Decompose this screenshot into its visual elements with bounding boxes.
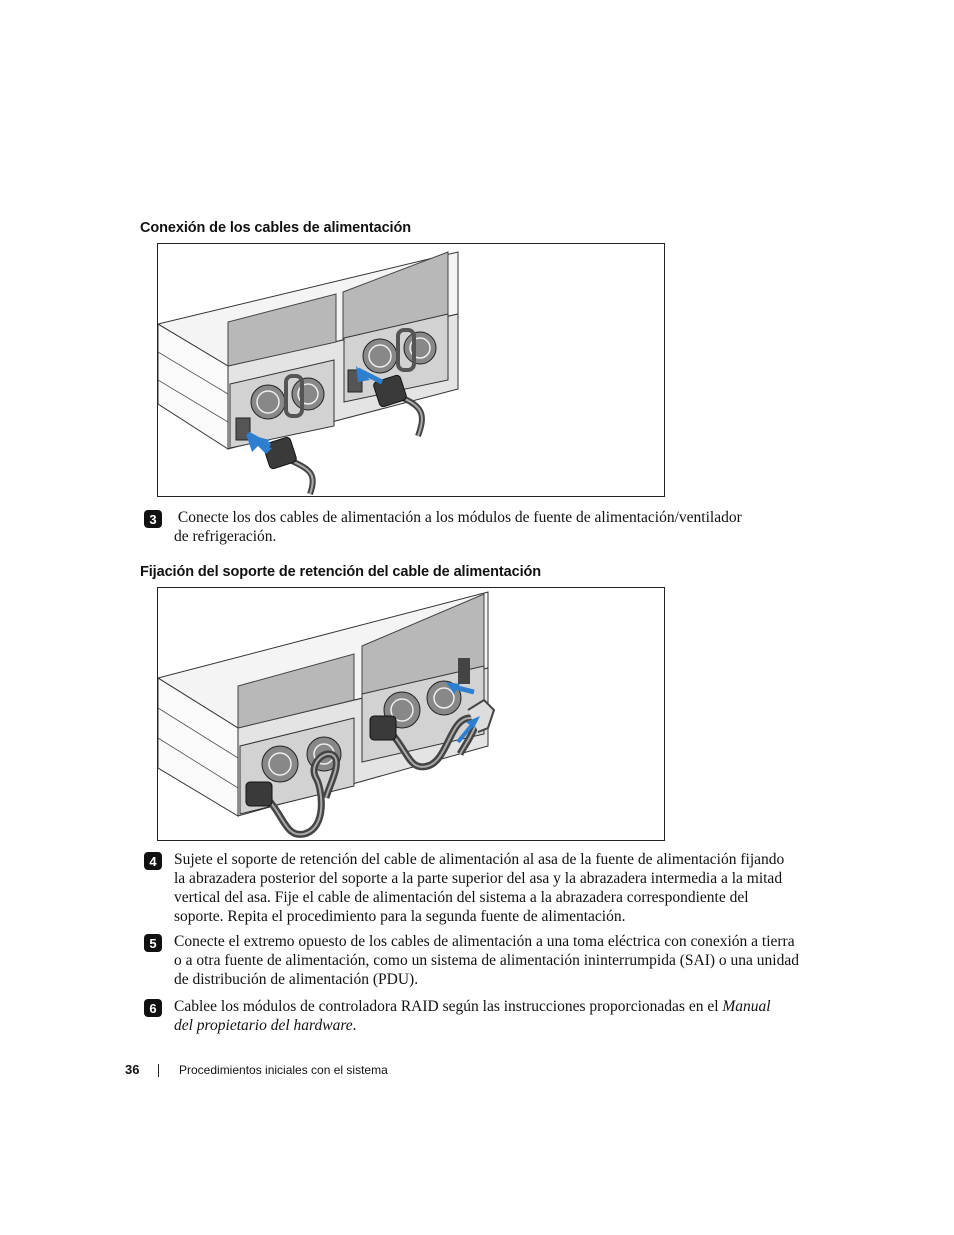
step-3-line-2: de refrigeración.: [174, 528, 277, 545]
step-number-badge: 3: [144, 510, 162, 528]
step-5-line-1: Conecte el extremo opuesto de los cables de alimentación a una toma eléctrica con conexión a tierra: [174, 933, 795, 950]
manual-title-italic-cont: del propietario del hardware: [174, 1017, 353, 1034]
step-number-badge: 6: [144, 999, 162, 1017]
section-heading-retention-bracket: Fijación del soporte de retención del cable de alimentación: [140, 564, 542, 580]
step-3-text: [174, 508, 824, 546]
illustration-retention-bracket: [158, 588, 664, 840]
step-6-line-1: [174, 997, 824, 1016]
step-number-badge: 4: [144, 852, 162, 870]
step-6-line-2-suffix: .: [352, 1017, 357, 1034]
manual-title-italic: Manual: [722, 998, 771, 1015]
step-4-line-3: vertical del asa. Fije el cable de alimentación del sistema a la abrazadera correspondiente del: [174, 889, 749, 906]
step-3-line-1: Conecte los dos cables de alimentación a los módulos de fuente de alimentación/ventilador: [174, 509, 742, 526]
section-heading-power-cables: Conexión de los cables de alimentación: [140, 220, 411, 236]
footer-separator: [158, 1064, 159, 1077]
step-4-line-1: Sujete el soporte de retención del cable de alimentación al asa de la fuente de alimentación fijando: [174, 851, 785, 868]
figure-power-cable-connection: [157, 243, 665, 497]
step-6-line-1-text: Cablee los módulos de controladora RAID según las instrucciones proporcionadas en el: [174, 998, 723, 1015]
footer-section-title: Procedimientos iniciales con el sistema: [179, 1063, 388, 1077]
figure-retention-bracket: [157, 587, 665, 841]
step-4-line-4: soporte. Repita el procedimiento para la segunda fuente de alimentación.: [174, 908, 626, 925]
step-5-line-2: o a otra fuente de alimentación, como un sistema de alimentación ininterrumpida (SAI) o una unidad: [174, 952, 799, 969]
step-number-badge: 5: [144, 934, 162, 952]
step-6-line-2: [174, 1016, 824, 1035]
step-5-line-3: de distribución de alimentación (PDU).: [174, 971, 419, 988]
step-6-text: [174, 997, 824, 1035]
step-5-text: [174, 932, 824, 989]
page-number: 36: [125, 1062, 140, 1077]
step-4-line-2: la abrazadera posterior del soporte a la parte superior del asa y la abrazadera intermedia a la mitad: [174, 870, 783, 887]
illustration-enclosure-power-cables: [158, 244, 664, 496]
step-4-text: [174, 850, 824, 926]
